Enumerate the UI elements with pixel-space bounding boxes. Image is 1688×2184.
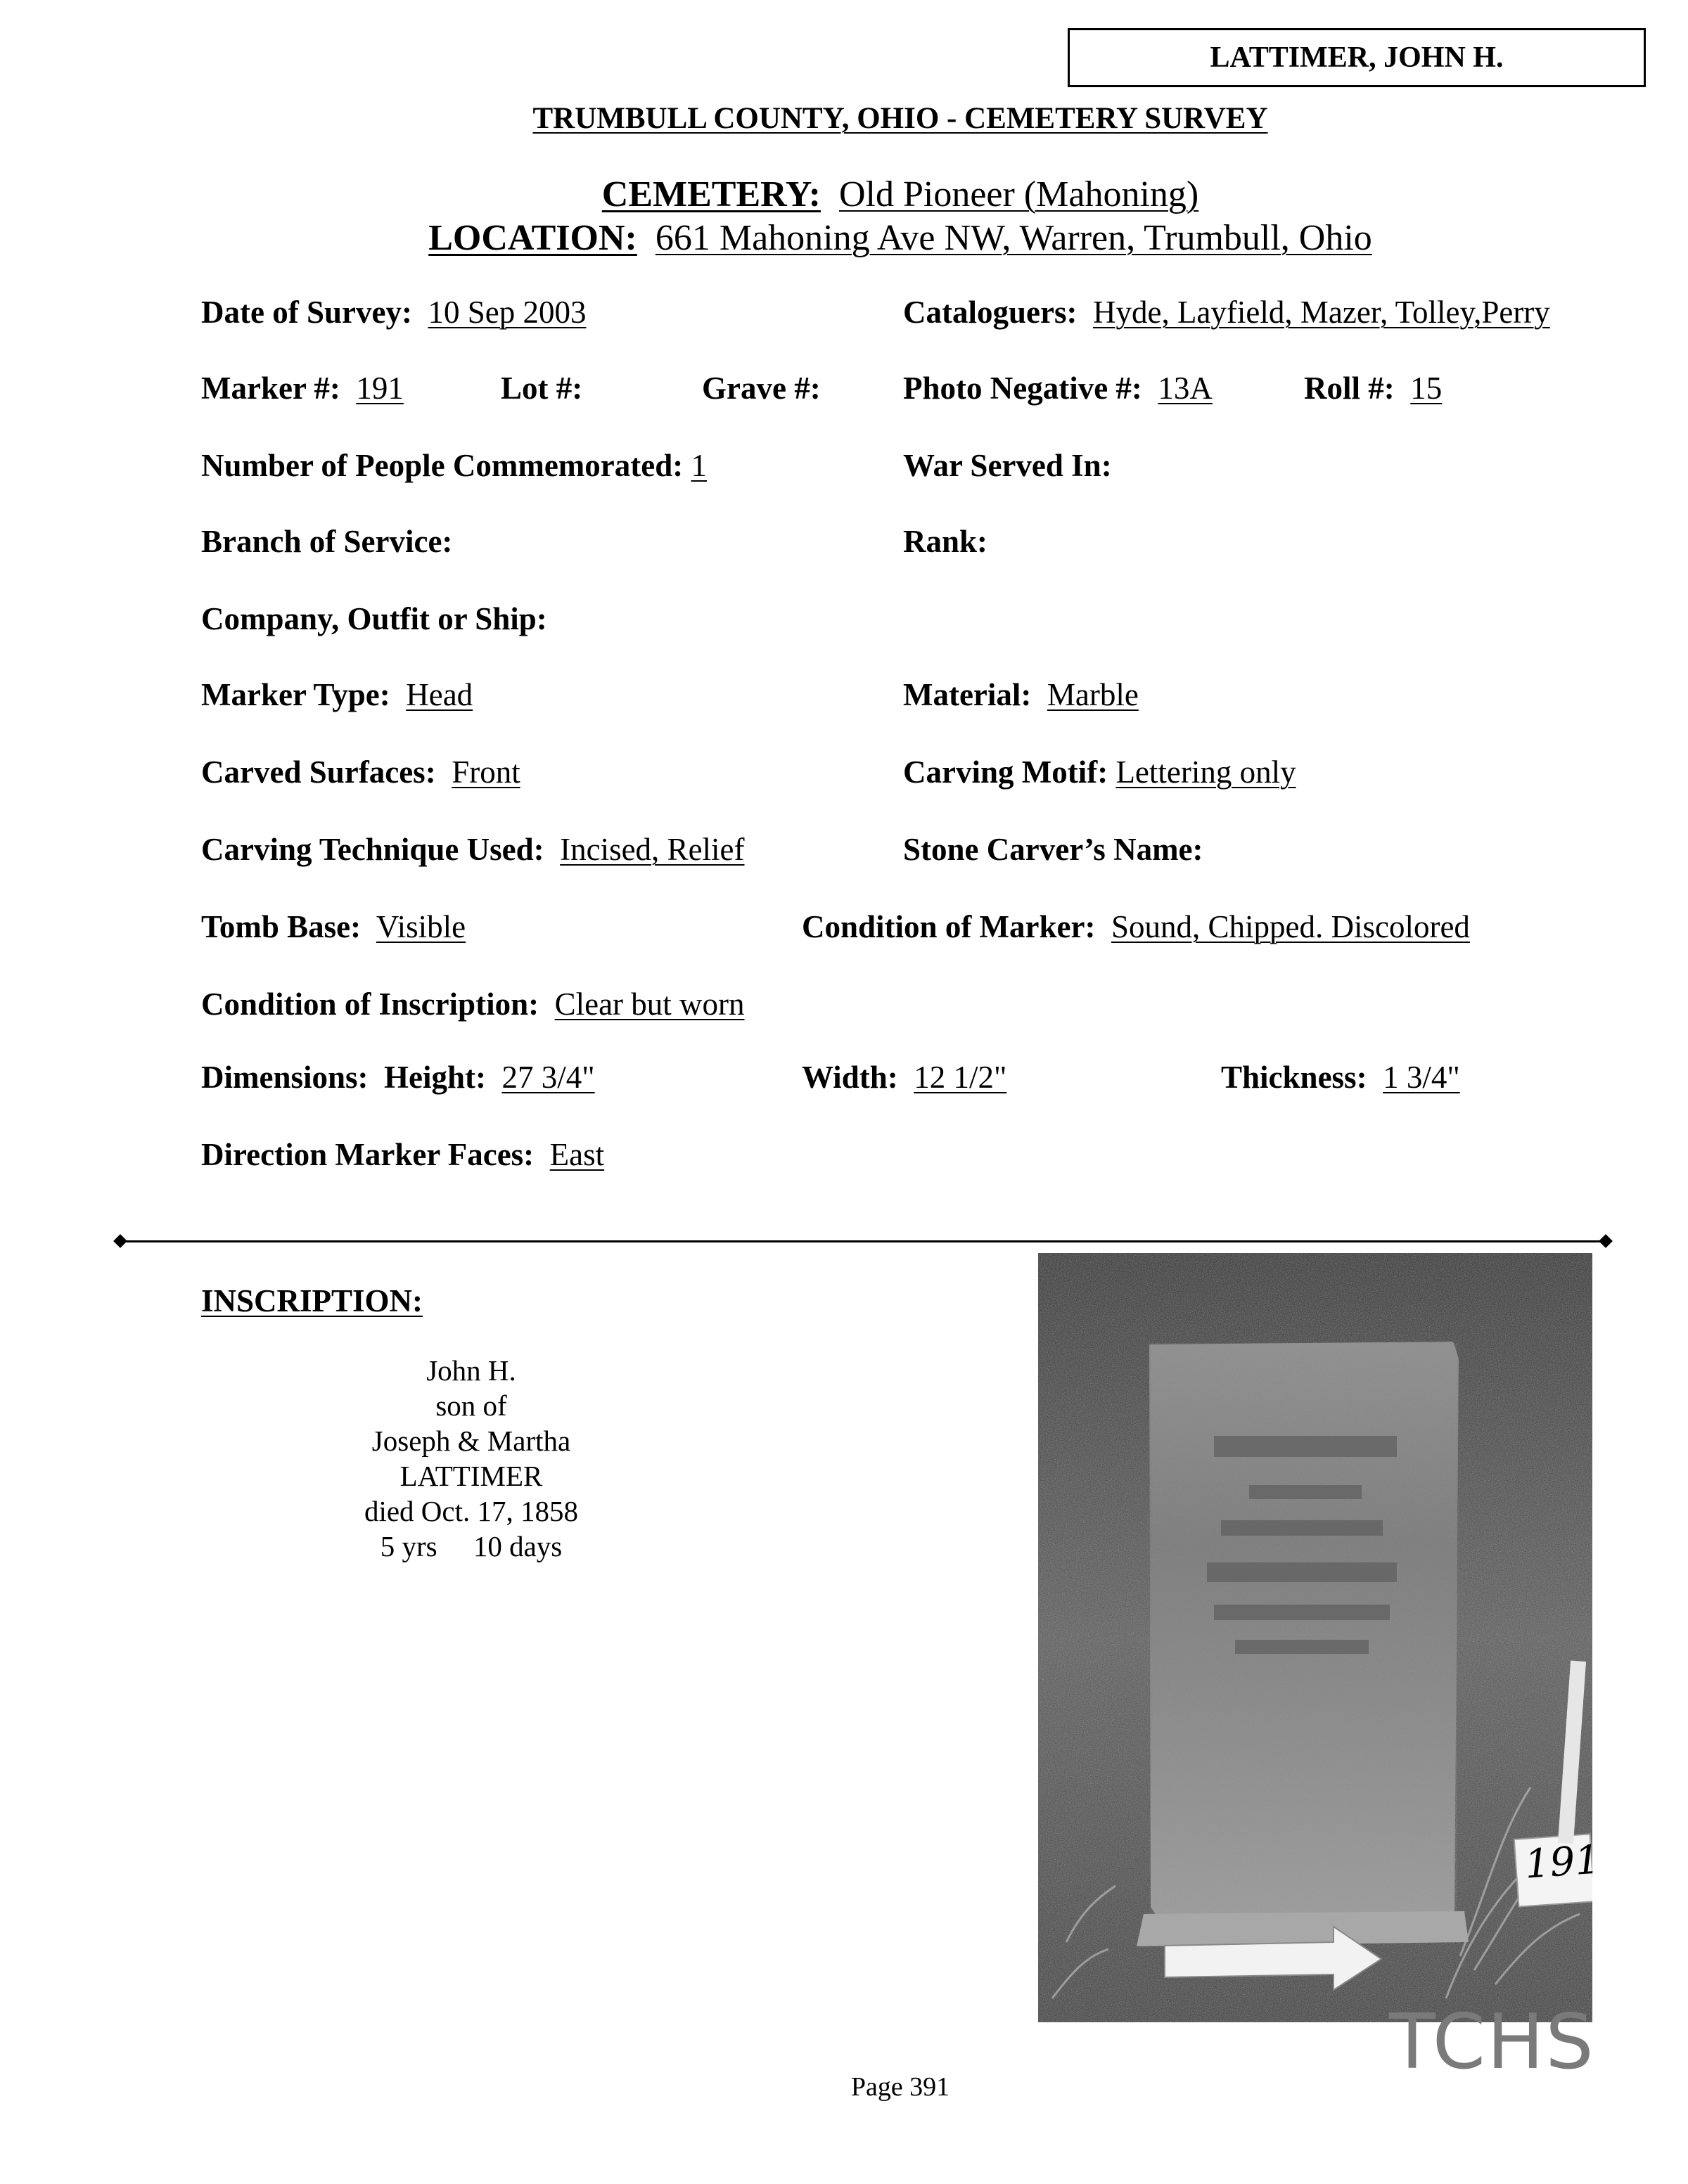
thickness-value: 1 3/4" [1383,1060,1460,1095]
tomb-base-field [201,907,466,946]
war-served-label: War Served In: [903,448,1112,483]
stone-carver-field [903,830,1203,869]
date-of-survey-value: 10 Sep 2003 [428,295,587,330]
material-field [903,675,1139,714]
height-value: 27 3/4" [501,1060,595,1095]
branch-of-service-field [201,522,452,561]
marker-type-value: Head [406,677,473,712]
dimensions-height-field [201,1058,595,1097]
location-line [0,217,1688,260]
lot-number-field [501,368,582,408]
inscription-heading: INSCRIPTION: [201,1283,423,1318]
width-field [802,1058,1006,1097]
marker-number-field [201,368,404,408]
tomb-base-value: Visible [376,909,466,944]
condition-inscription-label: Condition of Inscription: [201,987,539,1022]
record-name-box [1068,28,1646,87]
cemetery-value: Old Pioneer (Mahoning) [838,174,1199,214]
lot-number-label: Lot #: [501,371,583,406]
direction-label: Direction Marker Faces: [201,1137,535,1172]
carving-technique-label: Carving Technique Used: [201,832,544,867]
carved-surfaces-value: Front [452,754,520,790]
rank-field [903,522,987,561]
record-name: LATTIMER, JOHN H. [1210,41,1504,74]
inscription-line: LATTIMER [399,1460,543,1492]
photo-negative-value: 13A [1158,371,1213,406]
gravestone-photo [1038,1253,1592,2022]
condition-marker-value: Sound, Chipped. Discolored [1111,909,1470,944]
marker-number-card: 191 [1523,1837,1602,1888]
location-label: LOCATION: [428,218,637,258]
photo-negative-field [903,368,1213,408]
gravestone-photo-graphic [1038,1253,1592,2022]
tchs-watermark: TCHS [1389,1998,1595,2086]
cemetery-label: CEMETERY: [601,174,821,214]
carving-motif-value: Lettering only [1115,754,1296,790]
company-label: Company, Outfit or Ship: [201,601,547,636]
people-commemorated-field [201,446,707,485]
grave-number-field [702,368,821,408]
carving-technique-value: Incised, Relief [560,832,745,867]
section-divider [120,1240,1605,1242]
date-of-survey-label: Date of Survey: [201,295,412,330]
branch-of-service-label: Branch of Service: [201,524,453,559]
carving-motif-field [903,752,1296,792]
location-value: 661 Mahoning Ave NW, Warren, Trumbull, Ohio [655,218,1372,258]
stone-carver-label: Stone Carver’s Name: [903,832,1203,867]
marker-number-value: 191 [356,371,404,406]
roll-number-label: Roll #: [1304,371,1395,406]
date-of-survey-field [201,293,586,332]
carved-surfaces-label: Carved Surfaces: [201,754,436,790]
dimensions-label: Dimensions: [201,1060,369,1095]
inscription-line: Joseph & Martha [371,1425,571,1457]
grave-number-label: Grave #: [702,371,821,406]
width-label: Width: [802,1060,898,1095]
survey-title: TRUMBULL COUNTY, OHIO - CEMETERY SURVEY [532,102,1268,135]
condition-marker-field [802,907,1470,946]
marker-type-label: Marker Type: [201,677,390,712]
tomb-base-label: Tomb Base: [201,909,362,944]
direction-field [201,1135,604,1174]
cataloguers-field [903,293,1550,332]
inscription-line: died Oct. 17, 1858 [364,1495,579,1527]
company-field [201,599,547,638]
rank-label: Rank: [903,524,988,559]
height-label: Height: [384,1060,487,1095]
material-label: Material: [903,677,1032,712]
page-number: Page 391 [850,2072,950,2102]
people-commemorated-value: 1 [691,448,707,483]
roll-number-field [1304,368,1442,408]
marker-number-label: Marker #: [201,371,340,406]
roll-number-value: 15 [1410,371,1443,406]
cataloguers-label: Cataloguers: [903,295,1078,330]
inscription-line: John H. [426,1354,516,1387]
thickness-field [1221,1058,1460,1097]
cataloguers-value: Hyde, Layfield, Mazer, Tolley,Perry [1092,295,1550,330]
direction-value: East [549,1137,605,1172]
photo-negative-label: Photo Negative #: [903,371,1142,406]
condition-inscription-value: Clear but worn [554,987,745,1022]
carving-motif-label: Carving Motif: [903,754,1108,790]
inscription-line: 5 yrs 10 days [380,1530,563,1562]
war-served-field [903,446,1112,485]
condition-marker-label: Condition of Marker: [802,909,1096,944]
inscription-line: son of [435,1389,507,1422]
inscription-text [331,1353,612,1564]
cemetery-line [0,173,1688,217]
divider-left-diamond [113,1234,127,1248]
carved-surfaces-field [201,752,520,792]
material-value: Marble [1047,677,1139,712]
condition-inscription-field [201,984,745,1024]
marker-type-field [201,675,473,714]
thickness-label: Thickness: [1221,1060,1367,1095]
carving-technique-field [201,830,745,869]
width-value: 12 1/2" [914,1060,1007,1095]
people-commemorated-label: Number of People Commemorated: [201,448,684,483]
divider-right-diamond [1599,1234,1613,1248]
